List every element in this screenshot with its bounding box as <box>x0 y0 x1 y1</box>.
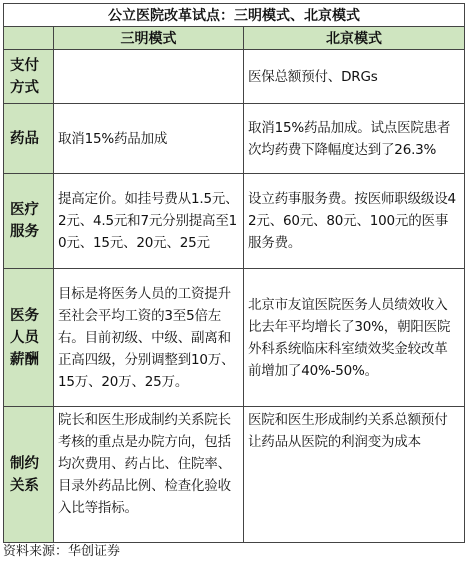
row-label-line: 方式 <box>10 79 39 96</box>
row-label-line: 制约 <box>10 455 39 472</box>
cell-beijing-drugs: 取消15%药品加成。试点医院患者次均药费下降幅度达到了26.3% <box>244 104 465 174</box>
row-label-line: 医疗 <box>10 202 39 218</box>
cell-beijing-salary: 北京市友谊医院医务人员绩效收入比去年平均增长了30%，朝阳医院外科系统临床科室绩效奖金较改革前增加了40%-50%。 <box>244 269 465 407</box>
cell-sanming-drugs: 取消15%药品加成 <box>54 104 244 174</box>
cell-beijing-medical-service: 设立药事服务费。按医师职级级设42元、60元、80元、100元的医事服务费。 <box>244 174 465 269</box>
row-label-line: 服务 <box>10 224 39 240</box>
cell-sanming-salary: 目标是将医务人员的工资提升至社会平均工资的3至5倍左右。目前初级、中级、副离和正高四级，分别调整到10万、15万、20万、25万。 <box>54 269 244 407</box>
row-label-line: 关系 <box>10 477 39 494</box>
table-row <box>4 269 465 407</box>
table-row <box>4 407 465 543</box>
cell-sanming-constraint: 院长和医生形成制约关系院长考核的重点是办院方向，包括均次费用、药占比、住院率、目录外药品比例、检查化验收入比等指标。 <box>54 407 244 543</box>
row-label-drugs <box>4 104 54 174</box>
row-label-salary <box>4 269 54 407</box>
column-header-sanming: 三明模式 <box>54 27 244 50</box>
cell-sanming-medical-service: 提高定价。如挂号费从1.5元、2元、4.5元和7元分别提高至10元、15元、20元、25元 <box>54 174 244 269</box>
cell-beijing-payment: 医保总额预付、DRGs <box>244 50 465 104</box>
table-title: 公立医院改革试点：三明模式、北京模式 <box>4 4 465 27</box>
table-row <box>4 50 465 104</box>
cell-sanming-payment <box>54 50 244 104</box>
row-label-constraint <box>4 407 54 543</box>
source-note: 资料来源：华创证券 <box>3 544 121 559</box>
column-header-beijing: 北京模式 <box>244 27 465 50</box>
reform-comparison-table <box>3 3 465 543</box>
row-label-medical-service <box>4 174 54 269</box>
table-row <box>4 174 465 269</box>
table-row <box>4 104 465 174</box>
row-label-line: 支付 <box>10 57 39 74</box>
row-label-line: 薪酬 <box>10 351 39 368</box>
row-label-payment <box>4 50 54 104</box>
row-label-line: 药品 <box>10 130 39 147</box>
header-corner <box>4 27 54 50</box>
cell-beijing-constraint: 医院和医生形成制约关系总额预付让药品从医院的利润变为成本 <box>244 407 465 543</box>
row-label-line: 医务 <box>10 307 39 324</box>
row-label-line: 人员 <box>10 329 39 346</box>
